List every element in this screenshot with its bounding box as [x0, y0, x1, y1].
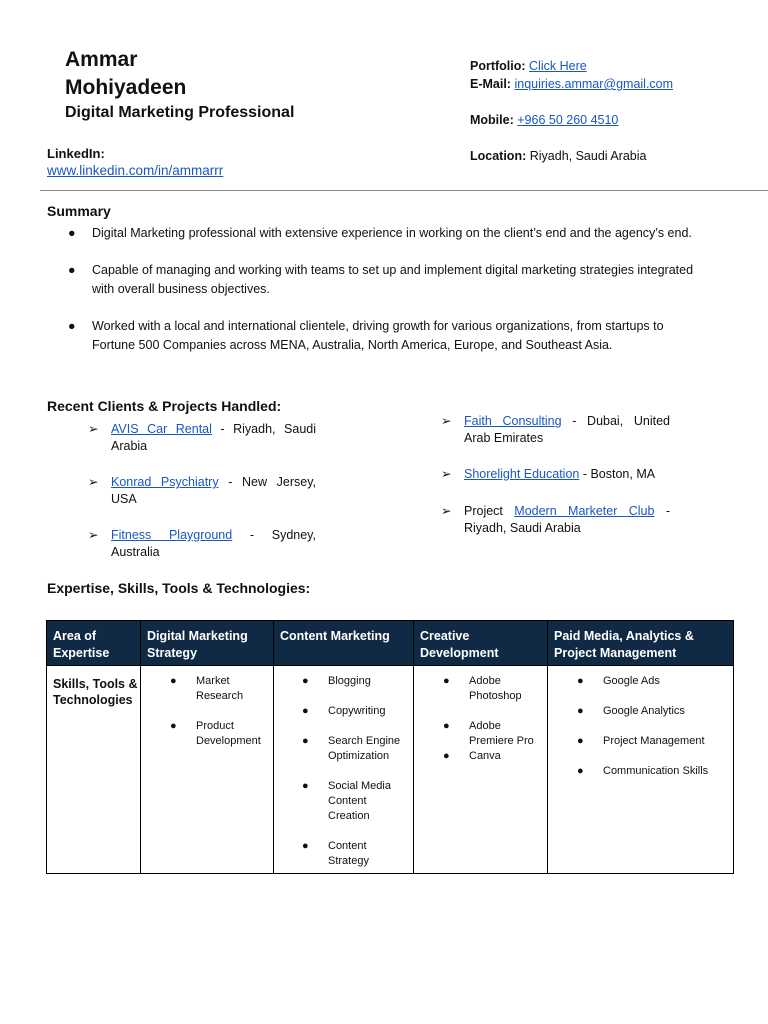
linkedin-label: LinkedIn: [47, 146, 105, 161]
client-link-konrad[interactable]: Konrad Psychiatry [111, 475, 219, 489]
skill-list-paid-media [577, 674, 727, 779]
bullet-icon: ● [302, 840, 309, 852]
column-divider [413, 620, 414, 874]
summary-heading: Summary [47, 203, 111, 219]
portfolio-row [470, 59, 587, 73]
table-header-cell: Paid Media, Analytics & Project Management [554, 629, 694, 660]
list-item: ● Product Development [170, 720, 261, 747]
skill-list-strategy [170, 674, 270, 749]
client-link-faith[interactable]: Faith Consulting [464, 414, 562, 428]
mobile-row [470, 113, 618, 127]
bullet-icon: ● [443, 750, 450, 762]
list-item [66, 317, 696, 355]
bullet-icon: ● [302, 735, 309, 747]
portfolio-label: Portfolio: [470, 59, 526, 73]
bullet-icon: ● [443, 675, 450, 687]
bullet-icon: ● [302, 780, 309, 792]
bullet-icon: ● [443, 720, 450, 732]
list-item: ● Adobe Premiere Pro [443, 720, 534, 747]
mobile-label: Mobile: [470, 113, 514, 127]
location-label: Location: [470, 149, 527, 163]
list-item: ● Google Ads [577, 675, 660, 687]
list-item: ● Communication Skills [577, 765, 709, 777]
bullet-icon: ● [577, 765, 584, 777]
list-item: ● Project Management [577, 735, 705, 747]
list-item [66, 261, 696, 299]
table-header-cell: Area of Expertise [53, 629, 110, 660]
list-item: ● Market Research [170, 675, 244, 702]
summary-list [66, 224, 696, 373]
table-header-cell: Content Marketing [280, 629, 390, 643]
skills-table [46, 620, 734, 874]
client-link-fitness[interactable]: Fitness Playground [111, 528, 233, 542]
skill-list-creative [443, 674, 541, 764]
bullet-icon: ● [302, 705, 309, 717]
bullet-icon: ● [302, 675, 309, 687]
arrow-bullet-icon: ➢ [441, 414, 452, 428]
email-label: E-Mail: [470, 77, 511, 91]
bullet-icon: ● [68, 319, 76, 333]
arrow-bullet-icon: ➢ [441, 467, 452, 481]
list-item: ● Canva [443, 750, 501, 762]
list-item: ● Blogging [302, 675, 371, 687]
header-divider [40, 190, 768, 191]
column-divider [140, 620, 141, 874]
skills-heading: Expertise, Skills, Tools & Technologies: [47, 580, 311, 596]
list-item: ● Adobe Photoshop [443, 675, 522, 702]
summary-text: Digital Marketing professional with extensive experience in working on the client’s end and the agency’s end. [92, 226, 692, 240]
job-title: Digital Marketing Professional [65, 104, 295, 121]
portfolio-link[interactable]: Click Here [529, 59, 587, 73]
list-item: ● Copywriting [302, 705, 386, 717]
arrow-bullet-icon: ➢ [88, 475, 99, 489]
arrow-bullet-icon: ➢ [88, 422, 99, 436]
name-first: Ammar [65, 48, 138, 71]
email-link[interactable]: inquiries.ammar@gmail.com [514, 77, 674, 91]
location-row [470, 149, 646, 163]
bullet-icon: ● [68, 226, 76, 240]
location-value: Riyadh, Saudi Arabia [529, 149, 647, 163]
bullet-icon: ● [170, 720, 177, 732]
summary-text: Capable of managing and working with teams to set up and implement digital marketing strategies integrated with overall business objectives. [92, 263, 694, 296]
list-item: ● Google Analytics [577, 705, 685, 717]
client-link-avis[interactable]: AVIS Car Rental [111, 422, 212, 436]
email-row [470, 77, 673, 91]
summary-text: Worked with a local and international clientele, driving growth for various organizations, from startups to Fortune 500 Companies across MENA, Australia, North America, Europe, and Southeast Asia. [92, 319, 664, 352]
linkedin-link[interactable]: www.linkedin.com/in/ammarrr [47, 163, 224, 178]
bullet-icon: ● [577, 735, 584, 747]
skill-list-content [302, 674, 410, 869]
clients-heading: Recent Clients & Projects Handled: [47, 398, 282, 414]
candidate-name [65, 46, 186, 102]
list-item: ● Search Engine Optimization [302, 735, 401, 762]
mobile-link[interactable]: +966 50 260 4510 [517, 113, 619, 127]
list-item [66, 224, 696, 243]
table-header-cell: Digital Marketing Strategy [147, 629, 248, 660]
list-item: ● Social Media Content Creation [302, 780, 391, 822]
bullet-icon: ● [577, 675, 584, 687]
client-link-shorelight[interactable]: Shorelight Education [464, 467, 580, 481]
bullet-icon: ● [170, 675, 177, 687]
column-divider [547, 620, 548, 874]
bullet-icon: ● [68, 263, 76, 277]
arrow-bullet-icon: ➢ [88, 528, 99, 542]
row-label: Skills, Tools & Technologies [53, 677, 138, 707]
bullet-icon: ● [577, 705, 584, 717]
list-item: ● Content Strategy [302, 840, 369, 867]
client-link-modern-marketer[interactable]: Modern Marketer Club [514, 504, 655, 518]
table-header-cell: Creative Development [420, 629, 499, 660]
column-divider [273, 620, 274, 874]
arrow-bullet-icon: ➢ [441, 504, 452, 518]
name-last: Mohiyadeen [65, 76, 187, 99]
